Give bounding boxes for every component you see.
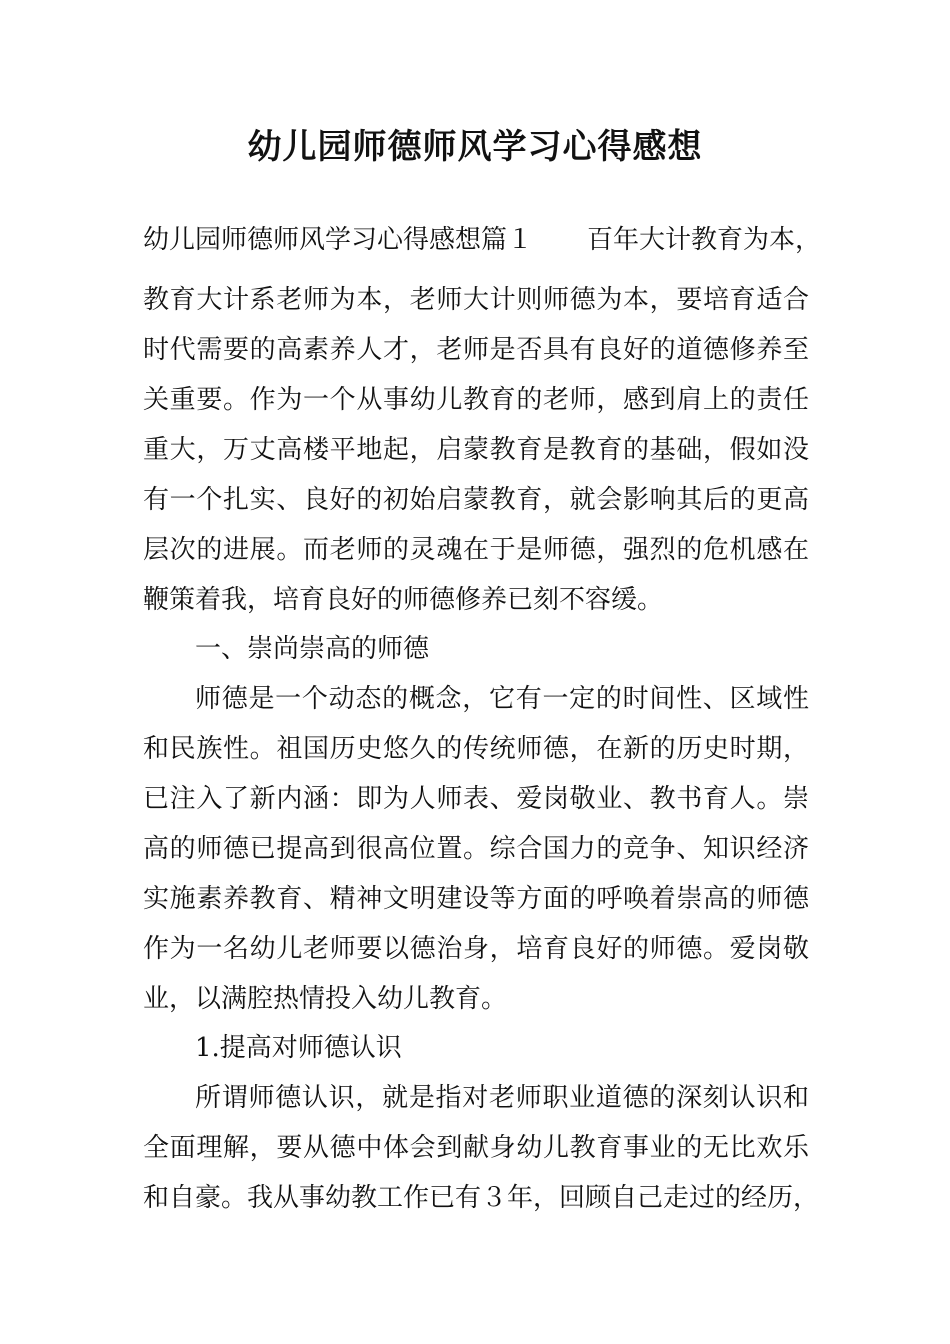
body-line-8: 鞭策着我，培育良好的师德修养已刻不容缓。	[143, 585, 664, 615]
body-line-14: 实施素养教育、精神文明建设等方面的呼唤着崇高的师德	[143, 884, 809, 914]
body-line-7: 层次的进展。而老师的灵魂在于是师德，强烈的危机感在	[143, 535, 809, 565]
body-line-1	[143, 220, 822, 260]
body-line-3: 时代需要的高素养人才，老师是否具有良好的道德修养至	[143, 335, 809, 365]
body-line-16: 业，以满腔热情投入幼儿教育。	[143, 984, 508, 1014]
body-line-15: 作为一名幼儿老师要以德治身，培育良好的师德。爱岗敬	[143, 934, 809, 964]
subsection-heading: 1.提高对师德认识	[195, 1033, 402, 1063]
body-line-12: 已注入了新内涵：即为人师表、爱岗敬业、教书育人。崇	[143, 784, 809, 814]
body-line-19: 全面理解，要从德中体会到献身幼儿教育事业的无比欢乐	[143, 1133, 809, 1163]
body-line-11: 和民族性。祖国历史悠久的传统师德，在新的历史时期，	[143, 734, 809, 764]
essay-heading: 幼儿园师德师风学习心得感想篇１	[143, 225, 534, 255]
opening-sentence: 百年大计教育为本，	[587, 225, 822, 255]
body-line-4: 关重要。作为一个从事幼儿教育的老师，感到肩上的责任	[143, 385, 809, 415]
body-line-2: 教育大计系老师为本，老师大计则师德为本，要培育适合	[143, 285, 809, 315]
body-line-10: 师德是一个动态的概念，它有一定的时间性、区域性	[195, 684, 809, 714]
body-line-18: 所谓师德认识，就是指对老师职业道德的深刻认识和	[195, 1083, 809, 1113]
document-title: 幼儿园师德师风学习心得感想	[247, 127, 703, 167]
body-line-20: 和自豪。我从事幼教工作已有３年，回顾自己走过的经历，	[143, 1183, 820, 1213]
section-heading: 一、崇尚崇高的师德	[195, 634, 430, 664]
body-line-6: 有一个扎实、良好的初始启蒙教育，就会影响其后的更高	[143, 485, 809, 515]
body-line-5: 重大，万丈高楼平地起，启蒙教育是教育的基础，假如没	[143, 435, 809, 465]
body-line-13: 高的师德已提高到很高位置。综合国力的竞争、知识经济	[143, 834, 809, 864]
